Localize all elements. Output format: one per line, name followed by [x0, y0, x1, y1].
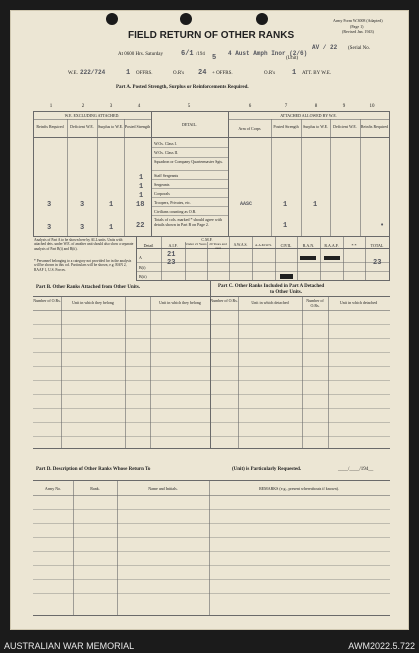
- header-arm-corps: Arm of Corps: [238, 126, 261, 131]
- hw-def-troop: 3: [80, 201, 85, 209]
- detail-row: W.Os. Class I.: [154, 141, 177, 146]
- part-c-title-1: Part C. Other Ranks Included in Part A Detached: [218, 284, 325, 289]
- analysis-col: A.W.A.S.: [233, 243, 248, 247]
- unit-value: 4 Aust Amph Inor (2/6): [228, 50, 308, 57]
- punch-hole: [180, 13, 192, 25]
- form-revised: (Revised Jan. 1943): [342, 29, 374, 34]
- analysis-col: * *: [351, 243, 357, 248]
- part-a-title: Part A. Posted Strength, Surplus or Reinforcements Required.: [116, 85, 249, 90]
- hw-posted-serg: 1: [139, 174, 144, 182]
- part-d-col-rank: Rank.: [90, 486, 100, 491]
- col-number: 9: [342, 104, 346, 109]
- col-number: 4: [137, 104, 141, 109]
- col-number: 2: [81, 104, 85, 109]
- analysis-note: Analysis of Part A to be shown here by ALL units. Units with attached dets. under W.E. of another unit should also show a separate analysis of Part B(i) and B(ii).: [34, 238, 134, 251]
- detail-row: Troopers, Privates, etc.: [154, 200, 191, 205]
- part-b-title: Part B. Other Ranks Attached from Other Units.: [36, 285, 141, 290]
- hw-total-b: 23: [373, 259, 382, 267]
- ors2-label: O.R's: [264, 71, 276, 76]
- hw-dot: •: [380, 222, 385, 230]
- detail-row: Civilians counting as O.R.: [154, 209, 197, 214]
- part-d-unit-text: (Unit) is Particularly Requested.: [232, 467, 302, 472]
- col-number: 5: [187, 104, 191, 109]
- redaction-mark: [280, 274, 293, 279]
- redaction-mark: [324, 256, 340, 260]
- analysis-row: A: [139, 255, 142, 260]
- hw-surp-troop: 1: [109, 201, 114, 209]
- part-d-col-army: Army No.: [44, 486, 62, 491]
- footer-institution: AUSTRALIAN WAR MEMORIAL: [4, 641, 135, 651]
- serial-label: (Serial No.: [348, 46, 370, 51]
- form-page: (Page 1): [350, 24, 364, 29]
- part-c-col-no2: Number of O.Rs.: [306, 298, 324, 308]
- analysis-col: R.A.N.: [302, 243, 315, 248]
- year-label: /194: [196, 52, 205, 57]
- part-d-title: Part D. Description of Other Ranks Whose Return To: [36, 467, 151, 472]
- offrs1-value: 1: [126, 69, 131, 77]
- hw-surp-total: 1: [109, 224, 114, 232]
- analysis-row: B(ii): [139, 274, 147, 279]
- plus-offrs-label: + OFFRS.: [212, 71, 233, 76]
- part-d-date: ____/____/194__: [338, 467, 374, 472]
- date-value: 6/1: [181, 50, 194, 58]
- part-b-col-no: Number of O.Rs.: [33, 298, 61, 303]
- header-att-surplus: Surplus to W.E.: [302, 124, 329, 129]
- part-c-col-no: Number of O.Rs.: [210, 298, 238, 303]
- analysis-col: TOTAL: [370, 243, 384, 248]
- part-c-title-2: to Other Units.: [270, 290, 302, 295]
- punch-hole: [106, 13, 118, 25]
- header-surplus: Surplus to W.E.: [97, 124, 124, 129]
- year-value: 5: [212, 54, 217, 62]
- cmf-header: C.M.F.: [201, 237, 213, 242]
- detail-row: Corporals: [154, 191, 170, 196]
- header-att-deficient: Deficient W.E.: [333, 124, 357, 129]
- we-excluding-header: W.E. EXCLUDING ATTACHED.: [64, 113, 120, 118]
- col-number: 7: [284, 104, 288, 109]
- analysis-col: A.I.F.: [168, 243, 178, 248]
- hw-posted-troop: 18: [136, 201, 145, 209]
- part-b-col-unit: Unit in which they belong: [159, 300, 201, 305]
- hw-reinf-troop: 3: [47, 201, 52, 209]
- hw-reinf-total: 3: [47, 224, 52, 232]
- hw-att-arm: AASC: [240, 201, 253, 207]
- header-att-reinfts: Reinfts Required: [360, 124, 389, 129]
- hw-posted-troop-a: 1: [139, 192, 144, 200]
- part-d-col-name: Name and Initials.: [148, 486, 178, 491]
- part-b-col-unit: Unit in which they belong: [72, 300, 114, 305]
- part-c-col-unit2: Unit in which detached: [339, 300, 378, 305]
- at-hours-label: At 0600 Hrs. Saturday: [118, 52, 163, 57]
- analysis-col: Under 21 Years: [185, 242, 207, 246]
- hw-posted-corp: 1: [139, 183, 144, 191]
- col-number: 6: [248, 104, 252, 109]
- att-label: ATT. BY W.E.: [302, 71, 332, 76]
- detail-header: DETAIL.: [181, 122, 198, 127]
- ors1-value: 24: [198, 69, 207, 77]
- ors1-label: O.R's: [173, 71, 185, 76]
- attached-allowed-header: ATTACHED ALLOWED BY W.E.: [280, 113, 337, 118]
- col-number: 1: [49, 104, 53, 109]
- form-title: FIELD RETURN OF OTHER RANKS: [128, 30, 295, 41]
- col-number: 3: [109, 104, 113, 109]
- we-label: W.E.: [68, 71, 78, 76]
- footer-accession: AWM2022.5.722: [348, 641, 415, 651]
- detail-row: Staff Sergeants: [154, 173, 179, 178]
- ors2-value: 1: [292, 69, 297, 77]
- detail-row: Squadron or Company Quartermaster Sgts.: [154, 159, 223, 164]
- punch-hole: [256, 13, 268, 25]
- detail-row: Totals of cols. marked * should agree with details shown in Part B on Page 2.: [154, 217, 222, 227]
- hw-def-total: 3: [80, 224, 85, 232]
- analysis-col: R.A.A.F.: [324, 243, 339, 248]
- part-c-col-unit: Unit in which detached: [251, 300, 289, 305]
- analysis-row: B(i): [139, 265, 146, 270]
- header-reinfts: Reinfts Required: [36, 124, 64, 129]
- we-value: 222/724: [80, 69, 106, 76]
- unit-label: (Unit): [286, 56, 299, 61]
- analysis-col: Detail: [143, 243, 154, 248]
- detail-row: W.Os. Class II.: [154, 150, 179, 155]
- offrs1-label: OFFRS.: [136, 71, 153, 76]
- analysis-col: A.A.M.W.S.: [255, 243, 272, 247]
- analysis-note2: * Personnel belonging to a category not provided for in the analysis will be shown in this col. Particulars will be shown, e.g. RAN 2, RAAF 1, U.S. Forces.: [34, 259, 132, 272]
- form-number: Army Form W.3008 (Adapted): [333, 18, 383, 23]
- serial-value: AV / 22: [312, 44, 338, 51]
- hw-att-surplus: 1: [313, 201, 318, 209]
- redaction-mark: [300, 256, 316, 260]
- hw-att-posted: 1: [283, 201, 288, 209]
- header-deficient: Deficient W.E.: [70, 124, 94, 129]
- analysis-col: CIVIL: [280, 243, 292, 248]
- header-att-posted: Posted Strength: [273, 124, 299, 129]
- analysis-col: 20 Years and over: [209, 242, 227, 250]
- hw-aif-a: 21: [167, 251, 176, 259]
- hw-att-posted-total: 1: [283, 222, 288, 230]
- hw-total-posted: 22: [136, 222, 145, 230]
- hw-aif-b: 23: [167, 259, 176, 267]
- detail-row: Sergeants: [154, 182, 170, 187]
- col-number: 8: [314, 104, 318, 109]
- header-posted: Posted Strength: [124, 124, 151, 129]
- part-d-col-remarks: REMARKS (e.g., present whereabouts if known).: [259, 486, 339, 491]
- col-number: 10: [369, 104, 375, 109]
